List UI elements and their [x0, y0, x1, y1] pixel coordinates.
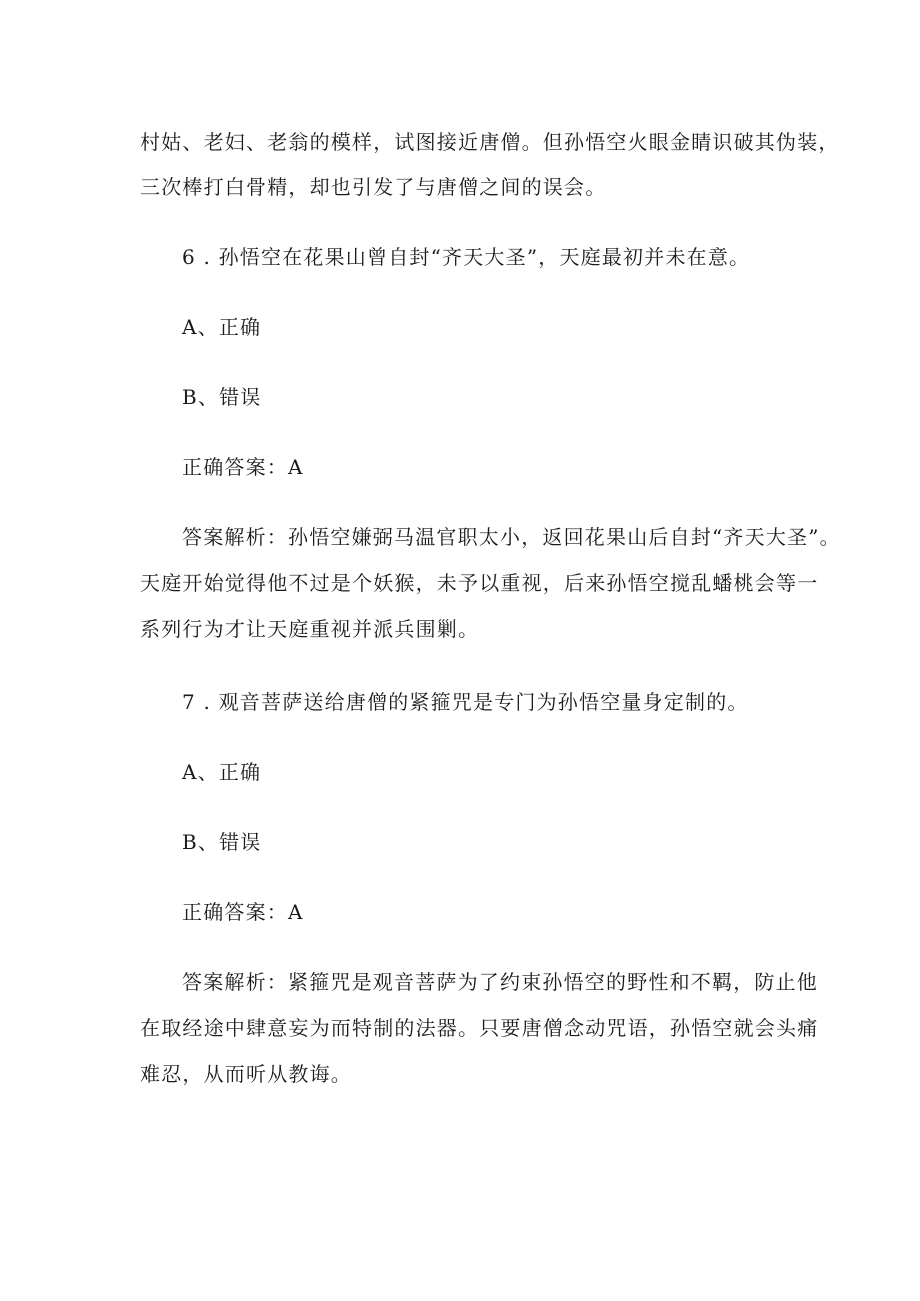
question-6-stem: 6 . 孙悟空在花果山曾自封“齐天大圣”，天庭最初并未在意。 — [182, 245, 751, 269]
question-6-explanation-line-2: 天庭开始觉得他不过是个妖猴，未予以重视，后来孙悟空搅乱蟠桃会等一 — [140, 571, 819, 595]
question-7-explanation-line-3: 难忍，从而听从教诲。 — [140, 1062, 352, 1086]
question-7-explanation-line-1: 答案解析：紧箍咒是观音菩萨为了约束孙悟空的野性和不羁，防止他 — [182, 970, 818, 994]
question-6-option-b: B、错误 — [182, 385, 262, 409]
question-7-answer: 正确答案：A — [182, 900, 304, 924]
question-6-explanation-line-1: 答案解析：孙悟空嫌弼马温官职太小，返回花果山后自封“齐天大圣”。 — [182, 525, 841, 549]
intro-line-2: 三次棒打白骨精，却也引发了与唐僧之间的误会。 — [140, 175, 607, 199]
question-7-explanation-line-2: 在取经途中肆意妄为而特制的法器。只要唐僧念动咒语，孙悟空就会头痛 — [140, 1016, 819, 1040]
question-6-explanation-line-3: 系列行为才让天庭重视并派兵围剿。 — [140, 617, 480, 641]
question-6-answer: 正确答案：A — [182, 455, 304, 479]
intro-line-1: 村姑、老妇、老翁的模样，试图接近唐僧。但孙悟空火眼金睛识破其伪装， — [140, 130, 840, 154]
question-6-option-a: A、正确 — [182, 315, 262, 339]
question-7-option-a: A、正确 — [182, 760, 262, 784]
question-7-option-b: B、错误 — [182, 830, 262, 854]
question-7-stem: 7 . 观音菩萨送给唐僧的紧箍咒是专门为孙悟空量身定制的。 — [182, 690, 749, 714]
